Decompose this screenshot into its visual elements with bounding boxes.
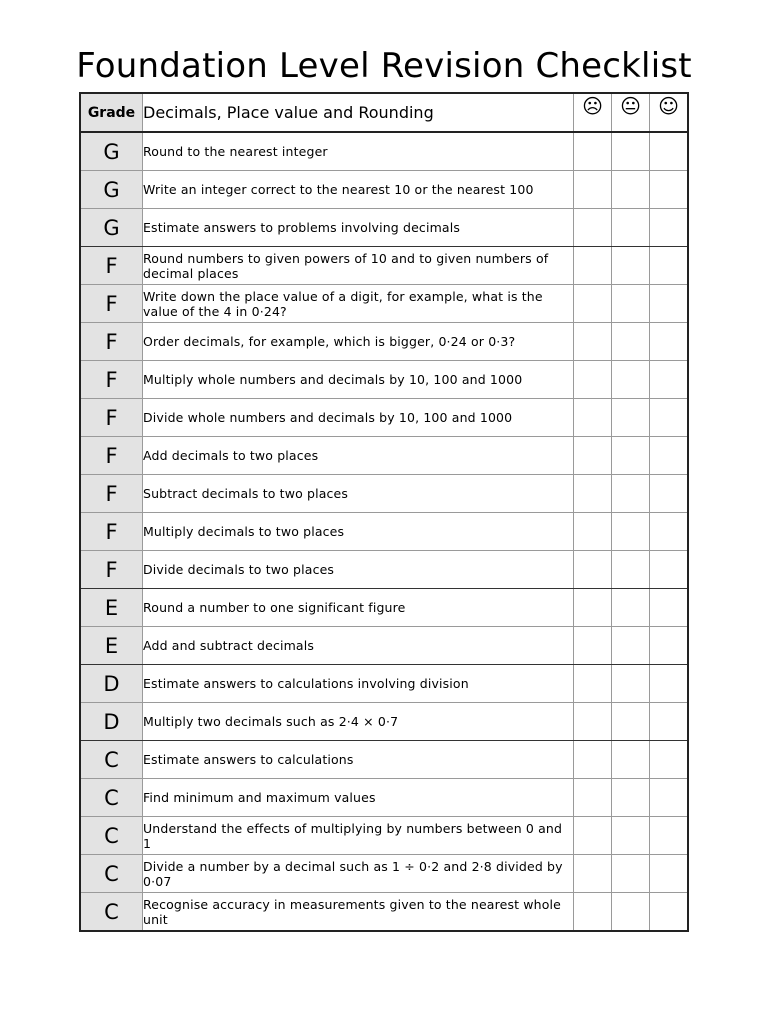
neutral-checkbox[interactable] xyxy=(612,589,650,627)
sad-checkbox[interactable] xyxy=(574,665,612,703)
neutral-face-icon: 😐 xyxy=(612,93,650,132)
grade-cell: D xyxy=(80,703,143,741)
neutral-checkbox[interactable] xyxy=(612,399,650,437)
neutral-checkbox[interactable] xyxy=(612,475,650,513)
happy-checkbox[interactable] xyxy=(650,741,689,779)
sad-checkbox[interactable] xyxy=(574,361,612,399)
objective-text: Estimate answers to calculations xyxy=(143,741,574,779)
happy-checkbox[interactable] xyxy=(650,551,689,589)
objective-text: Estimate answers to problems involving decimals xyxy=(143,209,574,247)
happy-checkbox[interactable] xyxy=(650,703,689,741)
revision-checklist-table xyxy=(79,92,689,932)
sad-checkbox[interactable] xyxy=(574,513,612,551)
grade-cell: F xyxy=(80,285,143,323)
happy-checkbox[interactable] xyxy=(650,437,689,475)
grade-cell: E xyxy=(80,589,143,627)
sad-checkbox[interactable] xyxy=(574,855,612,893)
checklist-row xyxy=(80,627,688,665)
grade-cell: C xyxy=(80,893,143,932)
sad-checkbox[interactable] xyxy=(574,551,612,589)
grade-cell: F xyxy=(80,247,143,285)
happy-checkbox[interactable] xyxy=(650,513,689,551)
sad-checkbox[interactable] xyxy=(574,437,612,475)
objective-text: Write an integer correct to the nearest 10 or the nearest 100 xyxy=(143,171,574,209)
objective-text: Divide whole numbers and decimals by 10, 100 and 1000 xyxy=(143,399,574,437)
checklist-row xyxy=(80,893,688,932)
topic-column-header: Decimals, Place value and Rounding xyxy=(143,93,574,132)
checklist-row xyxy=(80,361,688,399)
checklist-row xyxy=(80,589,688,627)
neutral-checkbox[interactable] xyxy=(612,437,650,475)
neutral-checkbox[interactable] xyxy=(612,132,650,171)
happy-checkbox[interactable] xyxy=(650,855,689,893)
checklist-row xyxy=(80,399,688,437)
sad-checkbox[interactable] xyxy=(574,589,612,627)
sad-checkbox[interactable] xyxy=(574,247,612,285)
neutral-checkbox[interactable] xyxy=(612,323,650,361)
sad-checkbox[interactable] xyxy=(574,817,612,855)
objective-text: Write down the place value of a digit, for example, what is the value of the 4 in 0·24? xyxy=(143,285,574,323)
neutral-checkbox[interactable] xyxy=(612,209,650,247)
objective-text: Recognise accuracy in measurements given to the nearest whole unit xyxy=(143,893,574,932)
sad-checkbox[interactable] xyxy=(574,741,612,779)
checklist-row xyxy=(80,855,688,893)
grade-cell: G xyxy=(80,209,143,247)
objective-text: Subtract decimals to two places xyxy=(143,475,574,513)
grade-cell: F xyxy=(80,361,143,399)
grade-cell: E xyxy=(80,627,143,665)
neutral-checkbox[interactable] xyxy=(612,817,650,855)
happy-checkbox[interactable] xyxy=(650,665,689,703)
checklist-row xyxy=(80,779,688,817)
neutral-checkbox[interactable] xyxy=(612,627,650,665)
sad-checkbox[interactable] xyxy=(574,893,612,932)
checklist-row xyxy=(80,437,688,475)
objective-text: Multiply decimals to two places xyxy=(143,513,574,551)
sad-checkbox[interactable] xyxy=(574,475,612,513)
objective-text: Estimate answers to calculations involving division xyxy=(143,665,574,703)
objective-text: Multiply whole numbers and decimals by 10, 100 and 1000 xyxy=(143,361,574,399)
happy-checkbox[interactable] xyxy=(650,323,689,361)
neutral-checkbox[interactable] xyxy=(612,513,650,551)
objective-text: Order decimals, for example, which is bigger, 0·24 or 0·3? xyxy=(143,323,574,361)
objective-text: Understand the effects of multiplying by numbers between 0 and 1 xyxy=(143,817,574,855)
sad-checkbox[interactable] xyxy=(574,627,612,665)
sad-checkbox[interactable] xyxy=(574,285,612,323)
objective-text: Find minimum and maximum values xyxy=(143,779,574,817)
sad-checkbox[interactable] xyxy=(574,703,612,741)
objective-text: Round a number to one significant figure xyxy=(143,589,574,627)
checklist-row xyxy=(80,817,688,855)
objective-text: Divide a number by a decimal such as 1 ÷ 0·2 and 2·8 divided by 0·07 xyxy=(143,855,574,893)
grade-cell: F xyxy=(80,437,143,475)
checklist-row xyxy=(80,475,688,513)
grade-cell: F xyxy=(80,323,143,361)
happy-checkbox[interactable] xyxy=(650,209,689,247)
neutral-checkbox[interactable] xyxy=(612,703,650,741)
neutral-checkbox[interactable] xyxy=(612,855,650,893)
happy-checkbox[interactable] xyxy=(650,589,689,627)
checklist-row xyxy=(80,665,688,703)
happy-checkbox[interactable] xyxy=(650,779,689,817)
grade-cell: F xyxy=(80,513,143,551)
happy-face-icon: ☺ xyxy=(650,93,689,132)
happy-checkbox[interactable] xyxy=(650,132,689,171)
happy-checkbox[interactable] xyxy=(650,171,689,209)
neutral-checkbox[interactable] xyxy=(612,551,650,589)
happy-checkbox[interactable] xyxy=(650,285,689,323)
objective-text: Round numbers to given powers of 10 and to given numbers of decimal places xyxy=(143,247,574,285)
grade-cell: C xyxy=(80,741,143,779)
happy-checkbox[interactable] xyxy=(650,893,689,932)
neutral-checkbox[interactable] xyxy=(612,285,650,323)
checklist-row xyxy=(80,323,688,361)
table-header-row xyxy=(80,93,688,132)
checklist-row xyxy=(80,132,688,171)
happy-checkbox[interactable] xyxy=(650,247,689,285)
page-title: Foundation Level Revision Checklist xyxy=(76,46,692,86)
neutral-checkbox[interactable] xyxy=(612,665,650,703)
checklist-row xyxy=(80,285,688,323)
checklist-row xyxy=(80,209,688,247)
neutral-checkbox[interactable] xyxy=(612,893,650,932)
sad-checkbox[interactable] xyxy=(574,399,612,437)
objective-text: Divide decimals to two places xyxy=(143,551,574,589)
checklist-row xyxy=(80,703,688,741)
checklist-row xyxy=(80,247,688,285)
grade-cell: D xyxy=(80,665,143,703)
grade-cell: C xyxy=(80,817,143,855)
grade-cell: C xyxy=(80,779,143,817)
objective-text: Add decimals to two places xyxy=(143,437,574,475)
sad-checkbox[interactable] xyxy=(574,779,612,817)
happy-checkbox[interactable] xyxy=(650,399,689,437)
checklist-row xyxy=(80,513,688,551)
sad-checkbox[interactable] xyxy=(574,323,612,361)
neutral-checkbox[interactable] xyxy=(612,741,650,779)
neutral-checkbox[interactable] xyxy=(612,171,650,209)
grade-column-header: Grade xyxy=(80,93,143,132)
sad-face-icon: ☹ xyxy=(574,93,612,132)
grade-cell: G xyxy=(80,132,143,171)
sad-checkbox[interactable] xyxy=(574,132,612,171)
neutral-checkbox[interactable] xyxy=(612,779,650,817)
grade-cell: F xyxy=(80,399,143,437)
happy-checkbox[interactable] xyxy=(650,361,689,399)
happy-checkbox[interactable] xyxy=(650,817,689,855)
grade-cell: G xyxy=(80,171,143,209)
grade-cell: F xyxy=(80,475,143,513)
checklist-row xyxy=(80,551,688,589)
grade-cell: F xyxy=(80,551,143,589)
objective-text: Round to the nearest integer xyxy=(143,132,574,171)
grade-cell: C xyxy=(80,855,143,893)
happy-checkbox[interactable] xyxy=(650,475,689,513)
checklist-row xyxy=(80,171,688,209)
sad-checkbox[interactable] xyxy=(574,171,612,209)
neutral-checkbox[interactable] xyxy=(612,361,650,399)
objective-text: Add and subtract decimals xyxy=(143,627,574,665)
happy-checkbox[interactable] xyxy=(650,627,689,665)
neutral-checkbox[interactable] xyxy=(612,247,650,285)
sad-checkbox[interactable] xyxy=(574,209,612,247)
checklist-row xyxy=(80,741,688,779)
objective-text: Multiply two decimals such as 2·4 × 0·7 xyxy=(143,703,574,741)
